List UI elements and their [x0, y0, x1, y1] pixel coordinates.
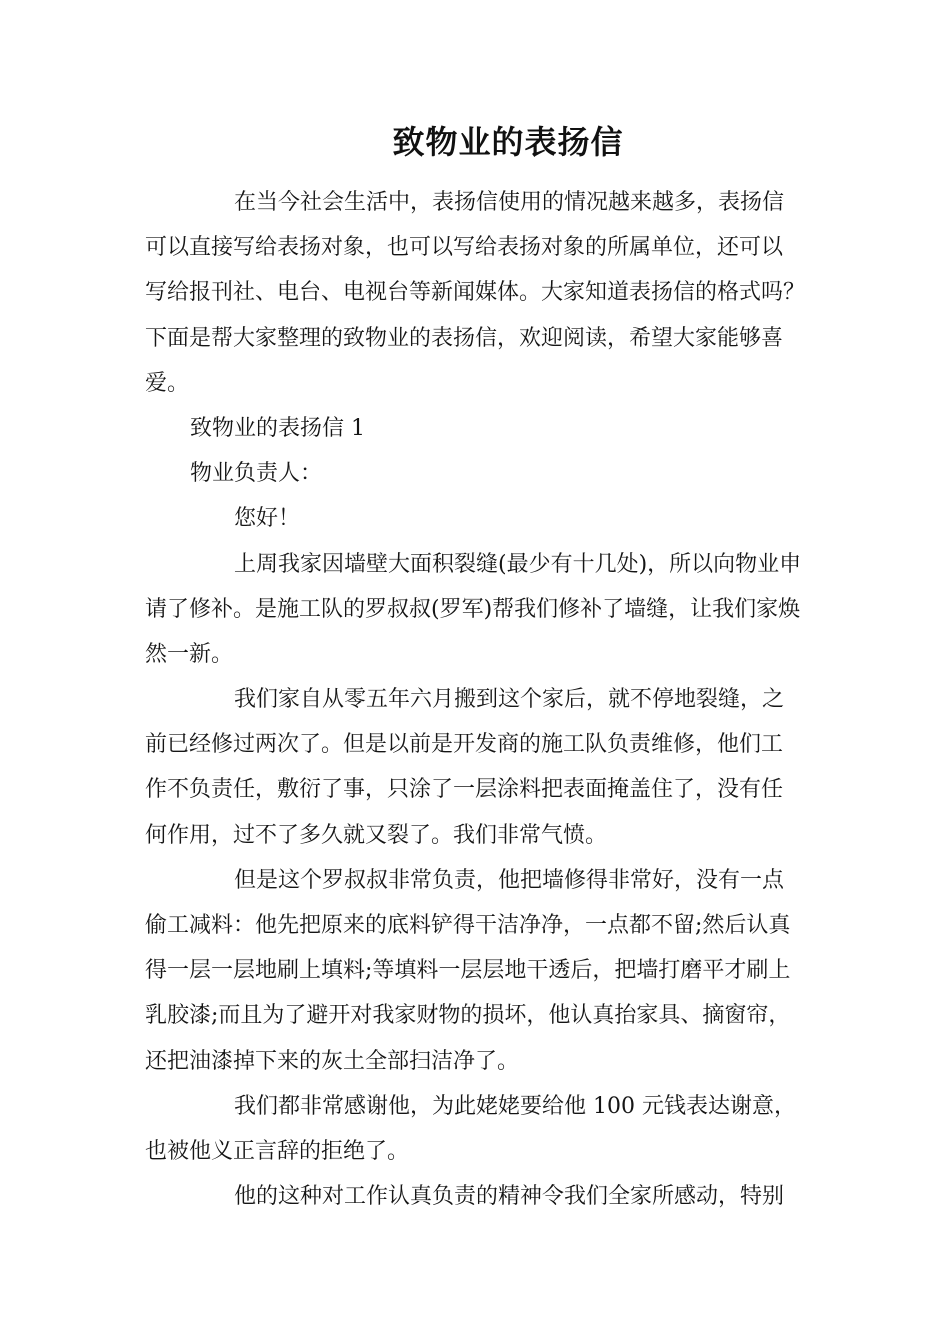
paragraph-line: 写给报刊社、电台、电视台等新闻媒体。大家知道表扬信的格式吗？	[145, 280, 806, 306]
document-title: 致物业的表扬信	[392, 123, 624, 161]
document-body	[145, 180, 815, 1219]
paragraph	[145, 858, 815, 1084]
paragraph-line: 下面是帮大家整理的致物业的表扬信，欢迎阅读，希望大家能够喜	[145, 325, 784, 351]
paragraph	[145, 1174, 815, 1219]
paragraph-line: 何作用，过不了多久就又裂了。我们非常气愤。	[145, 822, 608, 848]
paragraph-line: 得一层一层地刷上填料;等填料一层层地干透后，把墙打磨平才刷上	[145, 958, 791, 984]
paragraph-line: 物业负责人：	[190, 461, 323, 487]
paragraph-line: 致物业的表扬信 1	[190, 415, 365, 441]
paragraph-line: 您好！	[234, 506, 301, 532]
paragraph-line: 还把油漆掉下来的灰土全部扫洁净了。	[145, 1048, 520, 1074]
paragraph-line: 他的这种对工作认真负责的精神令我们全家所感动，特别	[234, 1184, 785, 1210]
paragraph-line: 作不负责任，敷衍了事，只涂了一层涂料把表面掩盖住了，没有任	[145, 777, 784, 803]
paragraph	[145, 180, 815, 406]
paragraph	[145, 451, 815, 496]
paragraph-line: 但是这个罗叔叔非常负责，他把墙修得非常好，没有一点	[234, 867, 785, 893]
paragraph-line: 可以直接写给表扬对象，也可以写给表扬对象的所属单位，还可以	[145, 235, 784, 261]
paragraph	[145, 677, 815, 858]
paragraph	[145, 406, 815, 451]
paragraph-line: 我们都非常感谢他，为此姥姥要给他 100 元钱表达谢意，	[234, 1093, 796, 1119]
paragraph-line: 爱。	[145, 370, 190, 396]
paragraph	[145, 496, 815, 541]
paragraph-line: 也被他义正言辞的拒绝了。	[145, 1138, 410, 1164]
paragraph-line: 前已经修过两次了。但是以前是开发商的施工队负责维修，他们工	[145, 732, 784, 758]
paragraph-line: 在当今社会生活中，表扬信使用的情况越来越多，表扬信	[234, 190, 785, 215]
paragraph-line: 偷工减料：他先把原来的底料铲得干洁净净，一点都不留;然后认真	[145, 913, 791, 938]
paragraph-line: 上周我家因墙壁大面积裂缝(最少有十几处)，所以向物业申	[234, 551, 802, 577]
paragraph-line: 我们家自从零五年六月搬到这个家后，就不停地裂缝，之	[234, 687, 785, 713]
paragraph-line: 乳胶漆;而且为了避开对我家财物的损坏，他认真抬家具、摘窗帘，	[145, 1003, 791, 1029]
paragraph-line: 然一新。	[145, 641, 234, 667]
paragraph	[145, 542, 815, 678]
paragraph-line: 请了修补。是施工队的罗叔叔(罗军)帮我们修补了墙缝，让我们家焕	[145, 596, 801, 622]
paragraph	[145, 1084, 815, 1174]
